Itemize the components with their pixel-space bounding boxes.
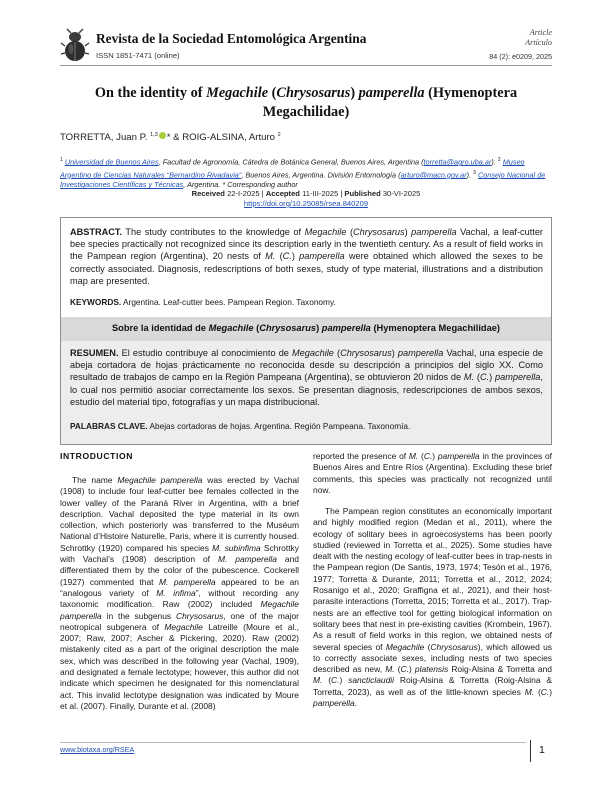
link-macn[interactable]: Museo Argentino de Ciencias Naturales “Bernardino Rivadavia” [60,157,525,180]
paragraph-intro-1: The name Megachile pamperella was erected by Vachal (1908) to include four leaf-cutter bee females collected in the lower valley of the Paraná River in Argentina, with a brief description. Vachal deposited the type material in its own collection, which posteriorly was transferred to the Muséum National d’Histoire Naturelle, Paris, where it is currently housed. Schrottky (1920) compared his species M. subinfima Schrottky with Vachal’s (1908) description of M. pamperella and differentiated them by the color of the pubescence. Cockerell (1927) commented that M. pamperella appeared to be an “analogous variety of M. infima”, without recording any taxonomic modification. Raw (2002) included Megachile pamperella in the subgenus Chrysosarus, one of the major neotropical subgenera of Megachile Latreille (Moure et al., 2007; Raw, 2007; Ascher & Pickering, 2020). Raw (2002) mistakenly cited as a part of the original description the male sex, which was described in the following year (Vachal, 1909), and designated a female lectotype; however, this author did not indicate which specimen he designated for this nomenclatural act. This invalid lectotype designation was indicated by Moure et al. (2007). Finally, Durante et al. (2008) [60,475,300,711]
keywords: KEYWORDS. Argentina. Leaf-cutter bees. Pampean Region. Taxonomy. [70,297,336,307]
doi-wrapper [60,199,552,208]
paragraph-intro-1-cont: reported the presence of M. (C.) pamperella in the provinces of Buenos Aires and Entre Ríos (Argentina). Excluding these brief comments, this species was practically not recognized until now. [313,451,553,495]
footer-divider [60,742,526,743]
body-column-left [60,475,299,712]
body-column-right [313,506,552,709]
header-divider [60,65,552,66]
footer-website-link[interactable]: www.biotaxa.org/RSEA [60,745,135,754]
link-conicet[interactable]: Consejo Nacional de Investigaciones Científicas y Técnicas [60,170,546,190]
email-link-2[interactable]: arturo@macn.gov.ar [400,170,467,180]
affiliations: $^1$ Universidad de Buenos Aires, Facultad de Agronomía, Cátedra de Botánica General, Buenos Aires, Argentina (torretta@agro.uba.ar). $^2$ Museo Argentino de Ciencias Naturales “Bernardino Rivadavia”, Buenos Aires, Argentina. División Entomología (arturo@macn.gov.ar). $^3$ Consejo Nacional de Investigaciones Científicas y Técnicas, Argentina. * Corresponding author [60,157,546,190]
article-type-en: Article [529,28,552,37]
article-title: On the identity of Megachile (Chrysosarus) pamperella (Hymenoptera Megachilidae) [94,85,518,120]
issn: ISSN 1851-7471 (online) [96,51,180,60]
abstract-text: ABSTRACT. The study contributes to the knowledge of Megachile (Chrysosarus) pamperella Vachal, a leaf-cutter bee species practically not recognized since its description early in the twentieth century. As a result of field works in the Pampean region (Argentina), 20 nests of M. (C.) pamperella were obtained which allowed the sexes to be correctly associated. Diagnosis, redescriptions of both sexes, study of type material, illustrations and a distribution map are presented. [70,227,543,286]
section-heading-introduction: INTRODUCTION [60,451,134,461]
email-link-1[interactable]: torretta@agro.uba.ar [423,157,492,167]
footer-website-wrapper [60,745,134,754]
volume-info: 84 (2): e0209, 2025 [489,52,552,61]
orcid-icon[interactable] [159,132,166,139]
beetle-logo-icon [60,28,90,62]
body-column-right-continuation [313,451,552,496]
resumen-title: Sobre la identidad de Megachile (Chrysosarus) pamperella (Hymenoptera Megachilidae) [111,323,501,333]
resumen-text: RESUMEN. El estudio contribuye al conocimiento de Megachile (Chrysosarus) pamperella Vachal, una especie de abeja cortadora de hojas prácticamente no reconocida desde su descripción a principios del siglo XX. Como resultado de trabajos de campo en la Región Pampeana (Argentina), se obtuvieron 20 nidos de M. (C.) pamperella, lo cual nos permitió asociar correctamente los sexos. Se presentan diagnosis, redescripciones de ambos sexos, estudio del material tipo, fotografías y un mapa distribucional. [70,348,543,407]
journal-title: Revista de la Sociedad Entomológica Argentina [96,31,367,46]
footer-page-bar [530,740,531,762]
link-uba[interactable]: Universidad de Buenos Aires [64,157,159,167]
page-number: 1 [539,744,545,756]
paragraph-intro-2: The Pampean region constitutes an economically important and highly modified region (Medan et al., 2011), where the ecology of solitary bees in agroecosystems has been poorly studied (reviewed in Torretta et al., 2025). Some studies have dealt with the nesting ecology of leaf-cutter bees in trap-nests in the Pampean region (De Santis, 1973, 1974; Tesón et al., 1976, 1977; Torretta & Durante, 2011; Torretta et al., 2012, 2024; Rosanigo et al., 2020; Graffigna et al., 2021), and their host-parasite interactions (Torretta, 2015; Torretta et al., 2017). Trap-nests are an effective tool for getting biological information on solitary bees that nest in pre-existing cavities (Krombein, 1967). As a result of field works in this region, we obtained nests of several species of Megachile (Chrysosarus), which allowed us to correctly associate sexes, including nests of two species described as new, M. (C.) platensis Roig-Alsina & Torretta and M. (C.) sancticlaudii Roig-Alsina & Torretta (Roig-Alsina & Torretta, 2023), as well as of the little-known species M. (C.) pamperella. [313,506,552,709]
palabras-clave: PALABRAS CLAVE. Abejas cortadoras de hojas. Argentina. Región Pampeana. Taxonomía. [70,421,411,431]
article-type-es: Artículo [525,38,552,47]
authors: TORRETTA, Juan P. $^{1,3}$ * & ROIG-ALSINA, Arturo $^2$ [60,132,281,144]
publication-dates: Received 22-I-2025 | Accepted 11-III-2025 | Published 30-VI-2025 [191,189,421,198]
doi-link[interactable]: https://doi.org/10.25085/rsea.840209 [243,199,369,208]
